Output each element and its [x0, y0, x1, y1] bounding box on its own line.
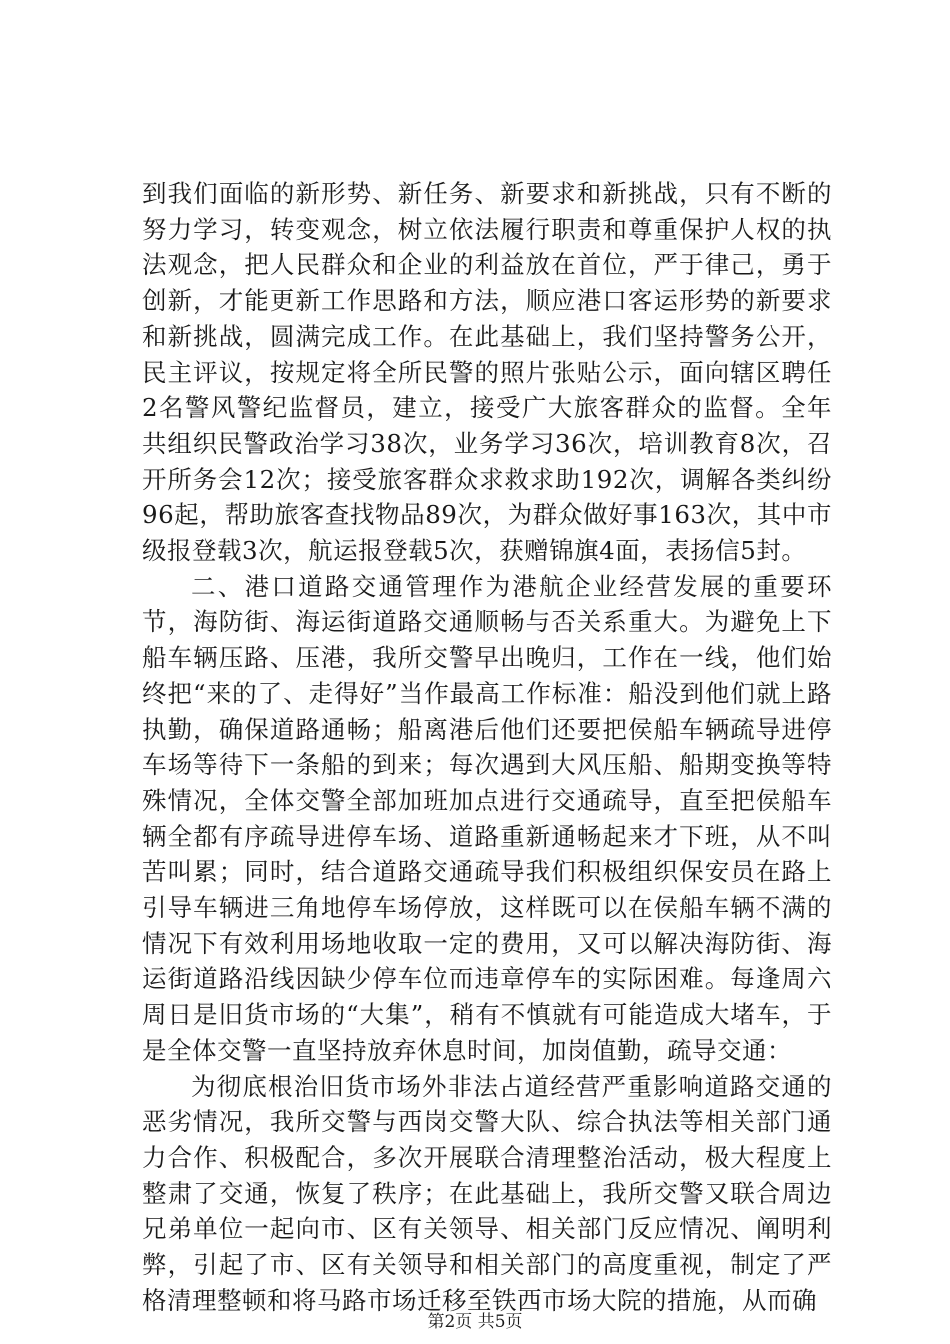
paragraph-1: 到我们面临的新形势、新任务、新要求和新挑战，只有不断的努力学习，转变观念，树立依法履行职责和尊重保护人权的执法观念，把人民群众和企业的利益放在首位，严于律己，勇于创新，才能更新工作思路和方法，顺应港口客运形势的新要求和新挑战，圆满完成工作。在此基础上，我们坚持警务公开，民主评议，按规定将全所民警的照片张贴公示，面向辖区聘任2名警风警纪监督员，建立，接受广大旅客群众的监督。全年共组织民警政治学习38次，业务学习36次，培训教育8次，召开所务会12次；接受旅客群众求救求助192次，调解各类纠纷96起，帮助旅客查找物品89次，为群众做好事163次，其中市级报登载3次，航运报登载5次，获赠锦旗4面，表扬信5封。: [142, 179, 832, 566]
paragraph-2: 二、港口道路交通管理作为港航企业经营发展的重要环节，海防街、海运街道路交通顺畅与否关系重大。为避免上下船车辆压路、压港，我所交警早出晚归，工作在一线，他们始终把“来的了、走得好”当作最高工作标准：船没到他们就上路执勤，确保道路通畅；船离港后他们还要把侯船车辆疏导进停车场等待下一条船的到来；每次遇到大风压船、船期变换等特殊情况，全体交警全部加班加点进行交通疏导，直至把侯船车辆全都有序疏导进停车场、道路重新通畅起来才下班，从不叫苦叫累；同时，结合道路交通疏导我们积极组织保安员在路上引导车辆进三角地停车场停放，这样既可以在侯船车辆不满的情况下有效利用场地收取一定的费用，又可以解决海防街、海运街道路沿线因缺少停车位而违章停车的实际困难。每逢周六周日是旧货市场的“大集”，稍有不慎就有可能造成大堵车，于是全体交警一直坚持放弃休息时间，加岗值勤，疏导交通：: [142, 571, 832, 1065]
page-number-footer: 第2页 共5页: [427, 1312, 523, 1332]
document-body: [142, 176, 832, 1319]
paragraph-3: 为彻底根治旧货市场外非法占道经营严重影响道路交通的恶劣情况，我所交警与西岗交警大队、综合执法等相关部门通力合作、积极配合，多次开展联合清理整治活动，极大程度上整肃了交通，恢复了秩序；在此基础上，我所交警又联合周边兄弟单位一起向市、区有关领导、相关部门反应情况、阐明利弊，引起了市、区有关领导和相关部门的高度重视，制定了严格清理整顿和将马路市场迁移至铁西市场大院的措施，从而确: [142, 1071, 832, 1315]
